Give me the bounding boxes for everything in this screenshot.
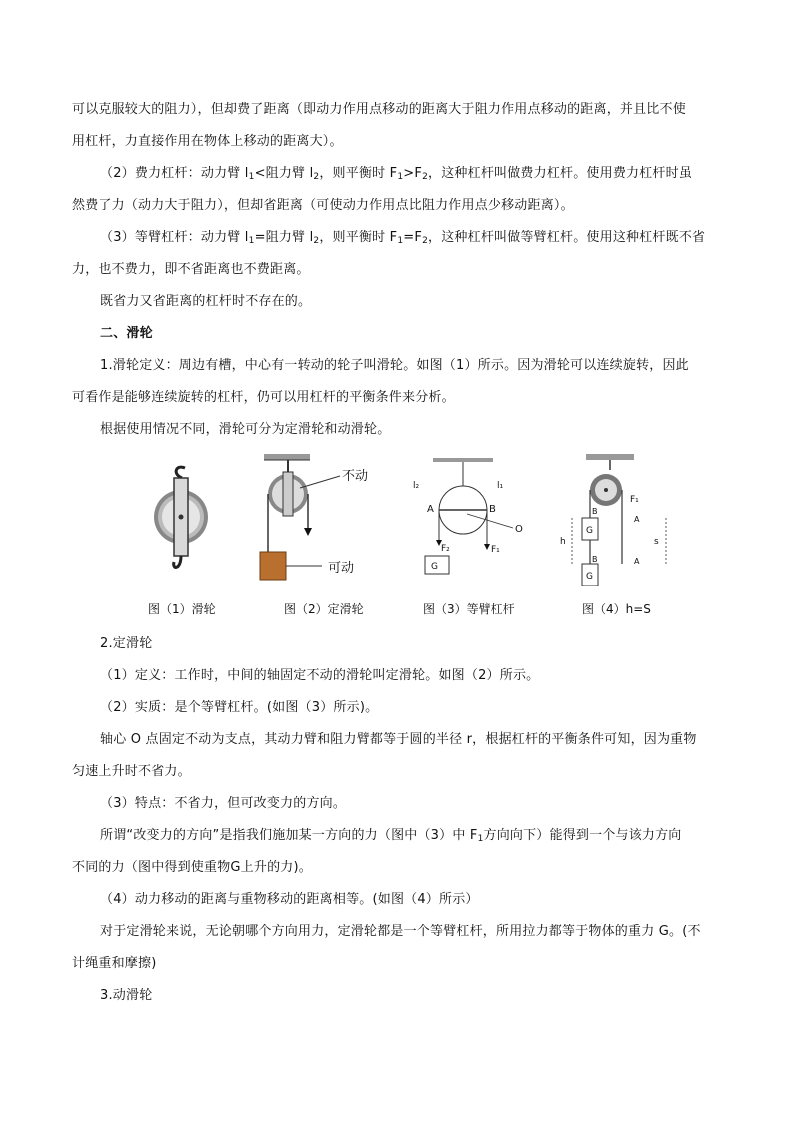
paragraph-line: 用杠杆，力直接作用在物体上移动的距离大）。: [72, 134, 343, 149]
label-F2: F₂: [441, 544, 450, 554]
paragraph-line: （4）动力移动的距离与重物移动的距离相等。(如图（4）所示）: [100, 892, 479, 907]
figure-distance-equal: [556, 452, 686, 586]
figure-caption: 图（4）h=S: [582, 602, 651, 616]
paragraph-line: 对于定滑轮来说，无论朝哪个方向用力，定滑轮都是一个等臂杠杆，所用拉力都等于物体的重力 G。(不: [100, 924, 701, 939]
label-F1: F₁: [491, 545, 500, 555]
axle: [179, 515, 184, 520]
paragraph-line-direction: 所谓“改变力的方向”是指我们施加某一方向的力（图中（3）中 $F_1$方向向下）能得到一个与该力方向: [100, 828, 682, 844]
label-A: A: [427, 504, 434, 515]
paragraph-line: 计绳重和摩擦): [72, 956, 157, 971]
label-movable: 可动: [328, 561, 355, 576]
paragraph-line: （3）特点：不省力，但可改变力的方向。: [100, 796, 347, 811]
paragraph-line: 可看作是能够连续旋转的杠杆，仍可以用杠杆的平衡条件来分析。: [72, 390, 455, 405]
label-G: G: [586, 526, 593, 536]
arrow-down-icon: [484, 544, 490, 550]
ceiling: [586, 454, 634, 460]
paragraph-line: 不同的力（图中得到使重物G上升的力)。: [72, 860, 312, 875]
label-B: B: [592, 507, 598, 516]
hook-top-icon: [176, 467, 185, 478]
figure-fixed-pulley: [258, 452, 388, 590]
label-s: s: [654, 537, 659, 547]
paragraph-line: 轴心 O 点固定不动为支点，其动力臂和阻力臂都等于圆的半径 r，根据杠杆的平衡条件可知，因为重物: [100, 732, 697, 747]
paragraph-line-effort-lever: （2）费力杠杆：动力臂 $l_1<$阻力臂 $l_2$，则平衡时 $F_1>F_2$，这种杠杆叫做费力杠杆。使用费力杠杆时虽: [100, 166, 693, 182]
weight-box: [260, 552, 286, 580]
label-F1: F₁: [630, 495, 639, 505]
label-A: A: [634, 515, 640, 524]
label-fixed: 不动: [342, 469, 369, 484]
paragraph-line: 力，也不费力，即不省距离也不费距离。: [72, 262, 310, 277]
paragraph-line: （1）定义：工作时，中间的轴固定不动的滑轮叫定滑轮。如图（2）所示。: [100, 668, 540, 683]
figure-caption: 图（1）滑轮: [148, 602, 216, 616]
paragraph-line: 1.滑轮定义：周边有槽，中心有一转动的轮子叫滑轮。如图（1）所示。因为滑轮可以连续旋转，因此: [100, 358, 689, 373]
subsection-heading-fixed-pulley: 2.定滑轮: [100, 636, 153, 651]
ceiling: [264, 454, 310, 460]
section-heading-pulley: 二、滑轮: [100, 326, 153, 341]
figure-equal-arm-lever: [405, 452, 535, 582]
figure-caption: 图（3）等臂杠杆: [423, 602, 515, 616]
ceiling: [433, 458, 493, 462]
figure-pulley: [148, 462, 218, 592]
paragraph-line: 匀速上升时不省力。: [72, 764, 191, 779]
paragraph-line: 根据使用情况不同，滑轮可分为定滑轮和动滑轮。: [100, 422, 391, 437]
label-G: G: [586, 572, 593, 582]
label-A: A: [634, 557, 640, 566]
paragraph-line: 可以克服较大的阻力），但却费了距离（即动力作用点移动的距离大于阻力作用点移动的距离，并且比不使: [72, 102, 686, 117]
label-O: O: [515, 524, 523, 535]
arrow-down-icon: [304, 528, 312, 536]
paragraph-line: （2）实质：是个等臂杠杆。(如图（3）所示)。: [100, 700, 379, 715]
paragraph-line: 然费了力（动力大于阻力），但却省距离（可使动力作用点比阻力作用点少移动距离）。: [72, 198, 574, 213]
paragraph-line: 既省力又省距离的杠杆时不存在的。: [100, 294, 312, 309]
label-B: B: [592, 555, 598, 564]
label-h: h: [560, 537, 566, 547]
label-B: B: [489, 504, 496, 515]
paragraph-line-equal-lever: （3）等臂杠杆：动力臂 $l_1=$阻力臂 $l_2$，则平衡时 $F_1=F_2$，这种杠杆叫做等臂杠杆。使用这种杠杆既不省: [100, 230, 706, 246]
label-G: G: [431, 562, 438, 572]
label-l1: l₁: [497, 481, 504, 491]
figure-caption: 图（2）定滑轮: [284, 602, 364, 616]
label-l2: l₂: [413, 481, 420, 491]
subsection-heading-movable-pulley: 3.动滑轮: [100, 988, 153, 1003]
hook-bottom-icon: [174, 556, 181, 567]
